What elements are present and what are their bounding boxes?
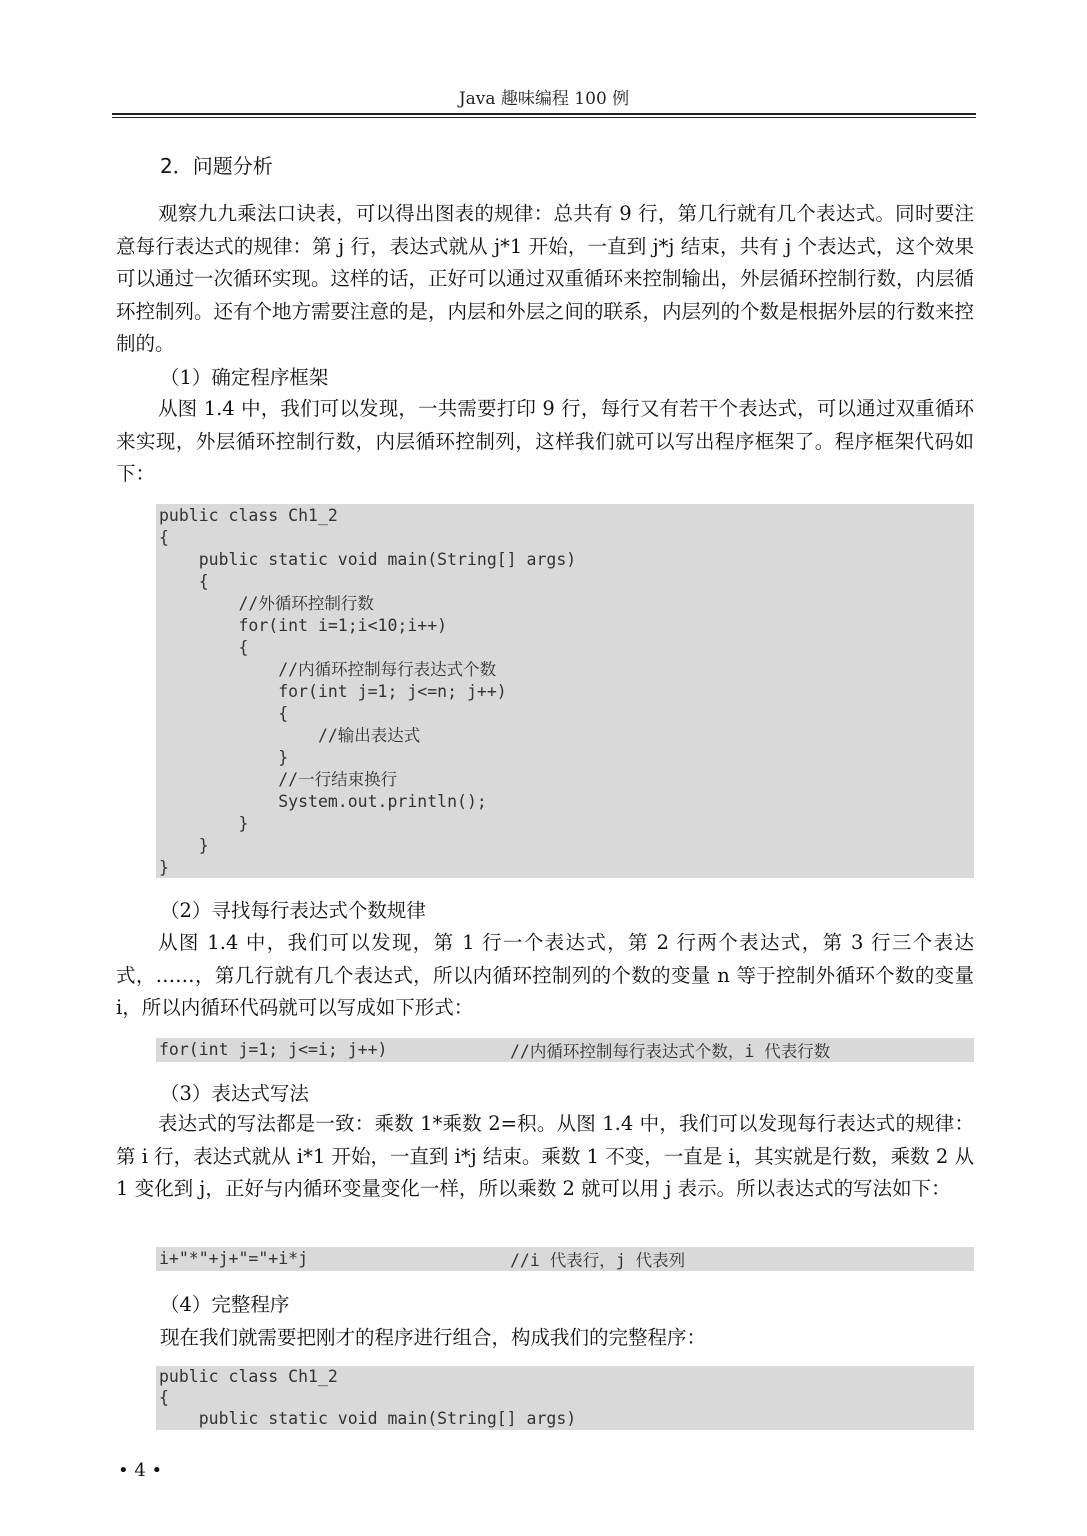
- code-block-complete-program: [156, 1366, 974, 1430]
- code-line: public class Ch1_2: [159, 506, 338, 525]
- running-header: Java 趣味编程 100 例: [458, 89, 630, 109]
- section-title: 2．问题分析: [160, 154, 273, 178]
- header-rule-thin: [112, 117, 976, 118]
- code-line: {: [159, 704, 289, 723]
- code-line: {: [159, 572, 209, 591]
- code-line: //输出表达式: [159, 726, 421, 745]
- code-block-expression: [156, 1247, 974, 1271]
- code-comment: //内循环控制每行表达式个数，i 代表行数: [510, 1042, 831, 1061]
- step4-paragraph: 现在我们就需要把刚才的程序进行组合，构成我们的完整程序：: [160, 1326, 707, 1349]
- code-line: {: [159, 638, 249, 657]
- code-line: }: [159, 858, 169, 877]
- code-line: for(int i=1;i<10;i++): [159, 616, 448, 635]
- code-comment: //i 代表行，j 代表列: [510, 1251, 686, 1270]
- code-line: public class Ch1_2: [159, 1367, 338, 1386]
- code-line: //外循环控制行数: [159, 594, 374, 613]
- step1-title: （1）确定程序框架: [160, 366, 329, 389]
- code-line: {: [159, 528, 169, 547]
- code-line: }: [159, 836, 209, 855]
- step1-paragraph: 从图 1.4 中，我们可以发现，一共需要打印 9 行，每行又有若干个表达式，可以通过双重循环来实现，外层循环控制行数，内层循环控制列，这样我们就可以写出程序框架了。程序框架代码如下：: [116, 397, 974, 485]
- step2-paragraph: 从图 1.4 中，我们可以发现，第 1 行一个表达式，第 2 行两个表达式，第 3 行三个表达式，……，第几行就有几个表达式，所以内循环控制列的个数的变量 n 等于控制外循环个数的变量 i，所以内循环代码就可以写成如下形式：: [116, 931, 974, 1019]
- code-line: }: [159, 814, 249, 833]
- code-line: for(int j=1; j<=n; j++): [159, 682, 507, 701]
- intro-paragraph: 观察九九乘法口诀表，可以得出图表的规律：总共有 9 行，第几行就有几个表达式。同时要注意每行表达式的规律：第 j 行，表达式就从 j*1 开始，一直到 j*j 结束，共有 j 个表达式，这个效果可以通过一次循环实现。这样的话，正好可以通过双重循环来控制输出，外层循环控制行数，内层循环控制列。还有个地方需要注意的是，内层和外层之间的联系，内层列的个数是根据外层的行数来控制的。: [116, 202, 975, 355]
- step3-paragraph: 表达式的写法都是一致：乘数 1*乘数 2=积。从图 1.4 中，我们可以发现每行表达式的规律：第 i 行，表达式就从 i*1 开始，一直到 i*j 结束。乘数 1 不变，一直是 i，其实就是行数，乘数 2 从 1 变化到 j，正好与内循环变量变化一样，所以乘数 2 就可以用 j 表示。所以表达式的写法如下：: [116, 1112, 974, 1200]
- code-block-inner-loop: [156, 1038, 974, 1062]
- code-line: //内循环控制每行表达式个数: [159, 660, 497, 679]
- code-line: //一行结束换行: [159, 770, 398, 789]
- code-line: System.out.println();: [159, 792, 487, 811]
- code-line: {: [159, 1388, 169, 1407]
- step2-title: （2）寻找每行表达式个数规律: [160, 899, 426, 922]
- code-line: }: [159, 748, 289, 767]
- code-line: public static void main(String[] args): [159, 1409, 577, 1428]
- page-number: • 4 •: [118, 1460, 163, 1481]
- code-block-framework: [156, 504, 974, 878]
- step4-title: （4）完整程序: [160, 1293, 290, 1316]
- step3-title: （3）表达式写法: [160, 1082, 309, 1105]
- code-line: public static void main(String[] args): [159, 550, 577, 569]
- code-line: i+"*"+j+"="+i*j: [159, 1249, 309, 1268]
- header-rule-thick: [112, 113, 976, 115]
- code-line: for(int j=1; j<=i; j++): [159, 1040, 388, 1059]
